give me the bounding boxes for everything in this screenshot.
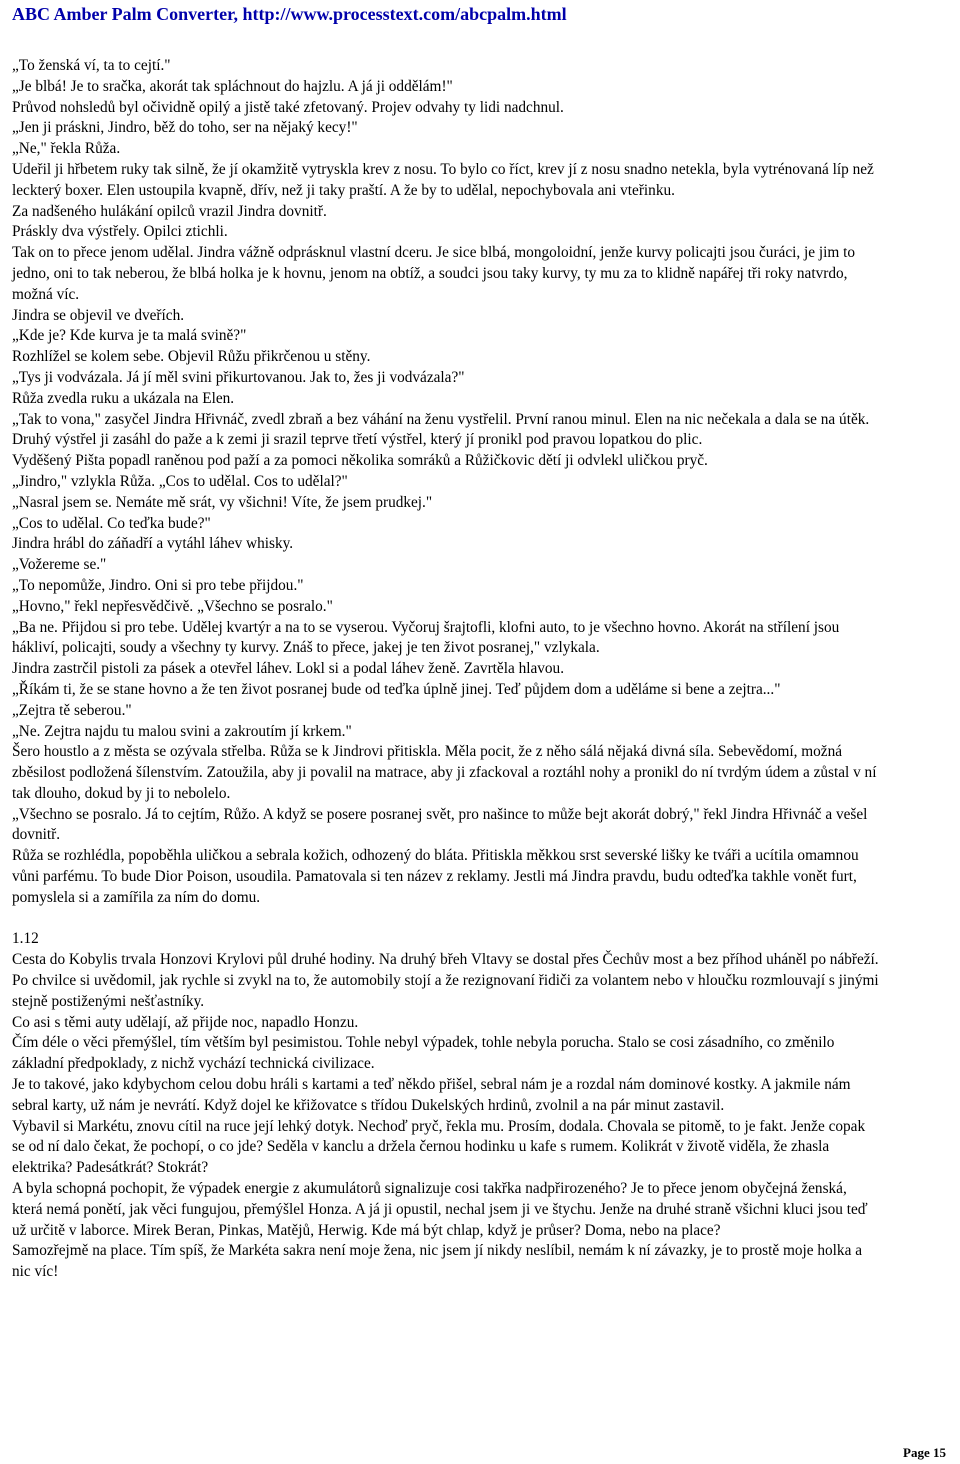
- paragraph: Šero houstlo a z města se ozývala střelba. Růža se k Jindrovi přitiskla. Měla pocit, že z něho sálá nějaká divná síla. Sebevědomí, možná zběsilost podložená šílenstvím. Zatoužila, aby ji povalil na matrace, aby ji zfackoval a roztáhl nohy a pronikl do ní tvrdým údem a zůstal v ní tak dlouho, dokud by ji to nebolelo.: [12, 743, 877, 802]
- paragraph: „Tys ji vodvázala. Já jí měl svini přikurtovanou. Jak to, žes ji vodvázala?": [12, 368, 465, 386]
- paragraph: Za nadšeného hulákání opilců vrazil Jindra dovnitř.: [12, 202, 327, 220]
- paragraph: Cesta do Kobylis trvala Honzovi Krylovi půl druhé hodiny. Na druhý břeh Vltavy se dostal přes Čechův most a bez příhod uháněl po nábřeží. Po chvilce si uvědomil, jak rychle si zvykl na to, že automobily stojí a že rezignovaní řidiči za volantem nebo v hloučku rozmlouvají s jinými stejně postiženými nešťastníky.: [12, 951, 879, 1010]
- paragraph: „To nepomůže, Jindro. Oni si pro tebe přijdou.": [12, 576, 304, 594]
- paragraph: „Ne. Zejtra najdu tu malou svini a zakroutím jí krkem.": [12, 722, 352, 740]
- paragraph: Tak on to přece jenom udělal. Jindra vážně odprásknul vlastní dceru. Je sice blbá, mongoloidní, jenže kurvy policajti jsou čuráci, je jim to jedno, oni to tak neberou, že blbá holka je k hovnu, jenom na obtíž, a soudci jsou taky kurvy, ty mu za to klidně napářej tři roky natvrdo, možná víc.: [12, 244, 855, 303]
- paragraph: „Nasral jsem se. Nemáte mě srát, vy všichni! Víte, že jsem prudkej.": [12, 493, 433, 511]
- paragraph: Je to takové, jako kdybychom celou dobu hráli s kartami a teď někdo přišel, sebral nám je a rozdal nám dominové kostky. A jakmile nám sebral karty, už nám je nevrátí. Když dojel ke křižovatce s třídou Dukelských hrdinů, zvolnil a na pár minut zastavil.: [12, 1076, 851, 1114]
- paragraph: Vybavil si Markétu, znovu cítil na ruce její lehký dotyk. Nechoď pryč, řekla mu. Prosím, dodala. Chovala se pitomě, to je fakt. Jenže copak se od ní dalo čekat, že pochopí, o co jde? Seděla v kanclu a držela černou hodinku u kafe s rumem. Kolikrát v životě viděla, že zhasla elektrika? Padesátkrát? Stokrát?: [12, 1117, 866, 1177]
- paragraph: „Cos to udělal. Co teďka bude?": [12, 514, 211, 532]
- paragraph: „Hovno," řekl nepřesvědčivě. „Všechno se posralo.": [12, 597, 333, 615]
- paragraph: Jindra hrábl do záňadří a vytáhl láhev whisky.: [12, 535, 294, 553]
- paragraph: „To ženská ví, ta to cejtí.": [12, 57, 171, 74]
- paragraph: „Tak to vona," zasyčel Jindra Hřivnáč, zvedl zbraň a bez váhání na ženu vystřelil. První ranou minul. Elen na nic nečekala a dala se na útěk. Druhý výstřel ji zasáhl do paže a k zemi ji srazil teprve třetí výstřel, který jí pronikl pod pravou lopatkou do plic.: [12, 410, 870, 449]
- paragraph: „Vožereme se.": [12, 556, 107, 574]
- paragraph: A byla schopná pochopit, že výpadek energie z akumulátorů signalizuje cosi takřka nadpřirozeného? Je to přece jenom obyčejná ženská, která nemá ponětí, jak věci fungujou, přemýšlel Honza. A já ji opustil, nechal jsem ji ve štychu. Jenže na druhé straně všichni kluci jsou teď už určitě v laborce. Mirek Beran, Pinkas, Matějů, Herwig. Kde má být chlap, když je průser? Doma, nebo na place?: [12, 1180, 868, 1239]
- paragraph: „Je blbá! Je to sračka, akorát tak spláchnout do hajzlu. A já ji oddělám!": [12, 77, 453, 95]
- paragraph: Čím déle o věci přemýšlel, tím větším byl pesimistou. Tohle nebyl výpadek, tohle nebyla porucha. Stalo se cosi zásadního, co změnilo základní předpoklady, z nichž vychází technická civilizace.: [12, 1034, 835, 1073]
- paragraph: Jindra se objevil ve dveřích.: [12, 306, 185, 324]
- page-header-title: ABC Amber Palm Converter, http://www.processtext.com/abcpalm.html: [12, 4, 567, 24]
- paragraph: „Říkám ti, že se stane hovno a že ten život posranej bude od teďka úplně jinej. Teď půjdem dom a uděláme si bene a zejtra...": [12, 680, 781, 698]
- paragraph: Rozhlížel se kolem sebe. Objevil Růžu přikrčenou u stěny.: [12, 348, 371, 366]
- paragraph: „Jindro," vzlykla Růža. „Cos to udělal. Cos to udělal?": [12, 472, 348, 490]
- paragraph: „Zejtra tě seberou.": [12, 701, 132, 719]
- paragraph: Růža se rozhlédla, popoběhla uličkou a sebrala kožich, odhozený do bláta. Přitiskla měkkou srst severské lišky ke tváři a ucítila omamnou vůni parfému. To bude Dior Poison, usoudila. Pamatovala si ten název z reklamy. Jestli má Jindra pravdu, budu odteďka takhle vonět furt, pomyslela si a zamířila za ním do domu.: [12, 847, 859, 906]
- paragraph: „Všechno se posralo. Já to cejtím, Růžo. A když se posere posranej svět, pro našince to může bejt akorát dobrý," řekl Jindra Hřivnáč a vešel dovnitř.: [12, 805, 868, 844]
- paragraph: Samozřejmě na place. Tím spíš, že Markéta sakra není moje žena, nic jsem jí nikdy neslíbil, nemám k ní závazky, je to prostě moje holka a nic víc!: [12, 1242, 862, 1281]
- paragraph: „Ne," řekla Růža.: [12, 140, 121, 158]
- paragraph: 1.12: [12, 930, 39, 948]
- document-body: [12, 56, 880, 1283]
- paragraph: Průvod nohsledů byl očividně opilý a jistě také zfetovaný. Projev odvahy ty lidi nadchnul.: [12, 98, 564, 116]
- paragraph: Udeřil ji hřbetem ruky tak silně, že jí okamžitě vytryskla krev z nosu. To bylo co říct, krev jí z nosu snadno netekla, byla vytrénovaná líp než leckterý boxer. Elen ustoupila kvapně, dřív, než ji taky praští. A že by to udělal, nepochybovala ani vteřinku.: [12, 160, 874, 199]
- paragraph: „Jen ji práskni, Jindro, běž do toho, ser na nějaký kecy!": [12, 119, 358, 137]
- page-number: Page 15: [903, 1445, 946, 1460]
- paragraph: „Ba ne. Přijdou si pro tebe. Udělej kvartýr a na to se vyserou. Vyčoruj šrajtofli, klofni auto, to je všechno hovno. Akorát na střílení jsou hákliví, policajti, soudy a všechny ty kurvy. Znáš to přece, jakej je ten život posranej," vzlykala.: [12, 618, 840, 657]
- paragraph: Růža zvedla ruku a ukázala na Elen.: [12, 389, 235, 407]
- paragraph: Práskly dva výstřely. Opilci ztichli.: [12, 223, 228, 241]
- paragraph: Vyděšený Pišta popadl raněnou pod paží a za pomoci několika somráků a Růžičkovic dětí ji odvlekl uličkou pryč.: [12, 452, 708, 470]
- blank-line: [12, 909, 880, 930]
- paragraph: Co asi s těmi auty udělají, až přijde noc, napadlo Honzu.: [12, 1013, 359, 1031]
- paragraph: Jindra zastrčil pistoli za pásek a otevřel láhev. Lokl si a podal láhev ženě. Zavrtěla hlavou.: [12, 660, 565, 678]
- paragraph: „Kde je? Kde kurva je ta malá svině?": [12, 327, 247, 345]
